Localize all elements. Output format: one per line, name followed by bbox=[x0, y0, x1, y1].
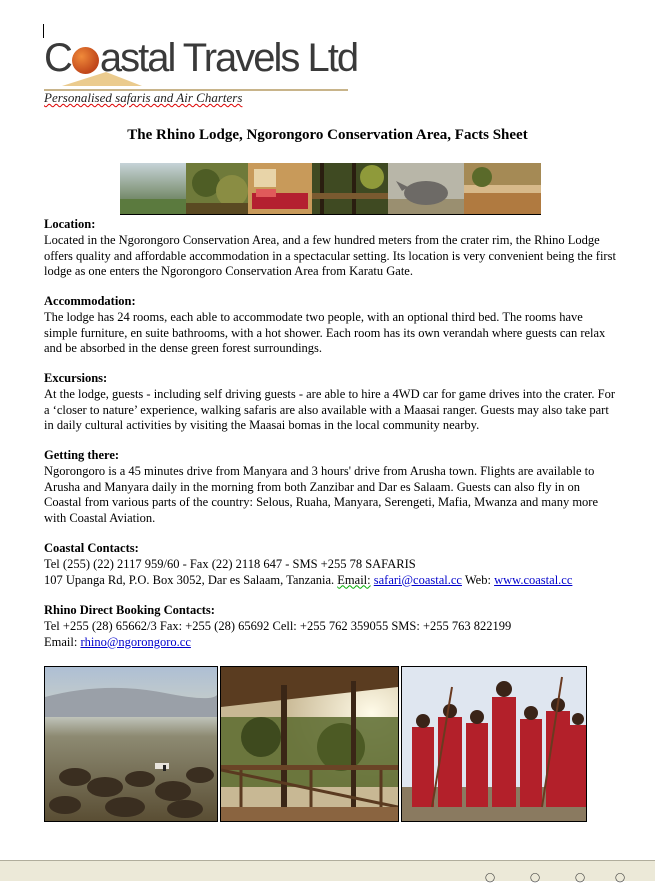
photo-strip bbox=[120, 163, 541, 214]
status-trk: ◯ bbox=[530, 872, 541, 882]
coastal-address: 107 Upanga Rd, P.O. Box 3052, Dar es Salaam, Tanzania. bbox=[44, 572, 335, 587]
strip-photo-lodge bbox=[312, 163, 388, 214]
status-ovr: ◯ bbox=[615, 872, 626, 882]
maasai-dancers-photo bbox=[401, 666, 587, 822]
lodge-verandah-photo bbox=[220, 666, 399, 822]
rhino-email-label: Email: bbox=[44, 634, 78, 649]
rhino-email-link[interactable]: rhino@ngorongoro.cc bbox=[80, 634, 191, 649]
coastal-web-label: Web: bbox=[464, 572, 491, 587]
document-title: The Rhino Lodge, Ngorongoro Conservation Area, Facts Sheet bbox=[127, 127, 528, 143]
excursions-heading: Excursions: bbox=[44, 371, 108, 385]
strip-underline bbox=[120, 214, 541, 215]
strip-photo-room bbox=[248, 163, 312, 214]
logo-tagline: Personalised safaris and Air Charters bbox=[44, 90, 243, 105]
logo-wordmark: C astal Travels Ltd bbox=[44, 36, 358, 80]
getting-there-heading: Getting there: bbox=[44, 448, 120, 462]
status-rec: ◯ bbox=[485, 872, 496, 882]
coastal-email-label: Email: bbox=[337, 572, 371, 587]
strip-photo-rhino bbox=[388, 163, 464, 214]
coastal-web-link[interactable]: www.coastal.cc bbox=[494, 572, 573, 587]
coastal-address-line bbox=[44, 573, 619, 589]
rhino-contacts-body bbox=[44, 619, 619, 650]
getting-there-body: Ngorongoro is a 45 minutes drive from Manyara and 3 hours' drive from Arusha town. Flights are available to Arusha and Manyara daily in the morning from both Zanzibar and Dar es Salaam. Guests can also fly in on Coastal from various parts of the country: Selous, Ruaha, Manyara, Serengeti, Mafia, Mwanza and many more with Coastal Aviation. bbox=[44, 464, 599, 525]
logo-swoosh-icon bbox=[62, 70, 142, 88]
strip-photo-forest bbox=[186, 163, 248, 214]
strip-photo-crater bbox=[120, 163, 186, 214]
rhino-phone-line: Tel +255 (28) 65662/3 Fax: +255 (28) 65692 Cell: +255 762 359055 SMS: +255 763 822199 bbox=[44, 619, 512, 633]
status-bar bbox=[0, 860, 655, 881]
company-logo bbox=[44, 34, 358, 92]
status-ext: ◯ bbox=[575, 872, 586, 882]
excursions-body: At the lodge, guests - including self driving guests - are able to hire a 4WD car for game drives into the crater. For a ‘closer to nature’ experience, walking safaris are also available with a Maasai ranger. Guests may also take part in daily cultural activities by visiting the Maasai bomas in the local community nearby. bbox=[44, 387, 616, 432]
rhino-contacts-heading: Rhino Direct Booking Contacts: bbox=[44, 603, 215, 617]
crater-wildebeest-photo bbox=[44, 666, 218, 822]
coastal-phone-line: Tel (255) (22) 2117 959/60 - Fax (22) 2118 647 - SMS +255 78 SAFARIS bbox=[44, 557, 416, 571]
strip-photo-road bbox=[464, 163, 541, 214]
maasai-image bbox=[402, 667, 586, 821]
accommodation-body: The lodge has 24 rooms, each able to accommodate two people, with an optional third bed. The rooms have simple furniture, en suite bathrooms, with a hot shower. Each room has its own verandah where guests can relax and be absorbed in the dense green forest surroundings. bbox=[44, 310, 606, 355]
accommodation-heading: Accommodation: bbox=[44, 294, 136, 308]
coastal-contacts-body bbox=[44, 557, 619, 588]
coastal-contacts-heading: Coastal Contacts: bbox=[44, 541, 139, 555]
verandah-image bbox=[221, 667, 398, 821]
location-heading: Location: bbox=[44, 217, 96, 231]
coastal-email-link[interactable]: safari@coastal.cc bbox=[373, 572, 462, 587]
rhino-email-line bbox=[44, 635, 619, 651]
location-body: Located in the Ngorongoro Conservation Area, and a few hundred meters from the crater rim, the Rhino Lodge offers quality and affordable accommodation in a spectacular setting. Its location is very convenient being the first lodge as one enters the Ngorongoro Conservation Area from Karatu Gate. bbox=[44, 233, 616, 278]
wildebeest-image bbox=[45, 667, 217, 821]
